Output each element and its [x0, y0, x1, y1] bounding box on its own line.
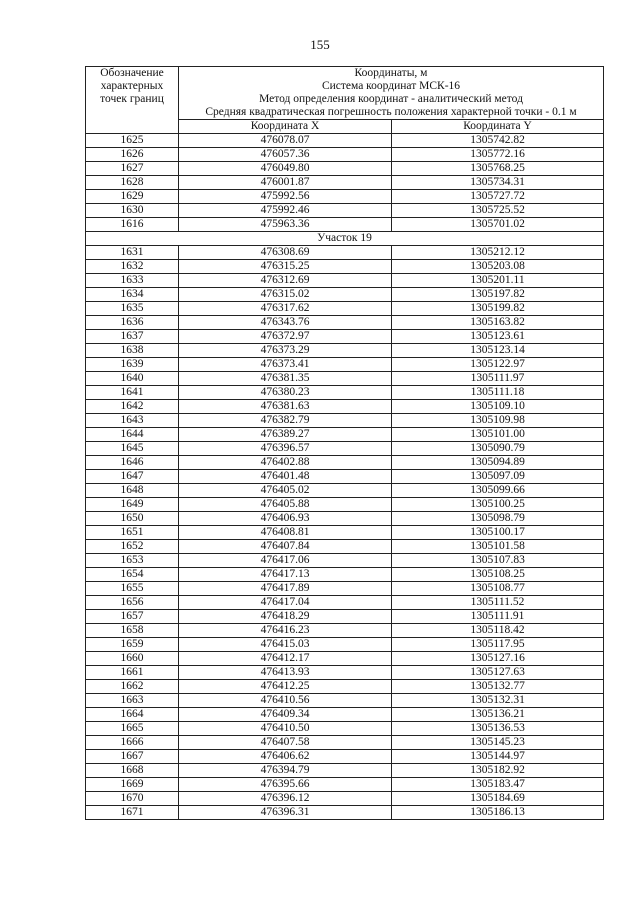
coordinate-y-cell: 1305111.52 — [392, 596, 604, 610]
coordinate-x-cell: 476373.41 — [179, 358, 392, 372]
coordinate-x-cell: 476381.63 — [179, 400, 392, 414]
coordinate-y-cell: 1305101.00 — [392, 428, 604, 442]
point-id-cell: 1667 — [86, 750, 179, 764]
coordinate-x-cell: 476407.58 — [179, 736, 392, 750]
point-id-cell: 1647 — [86, 470, 179, 484]
table-row — [86, 190, 604, 204]
coordinate-x-cell: 476413.93 — [179, 666, 392, 680]
coordinate-x-cell: 476372.97 — [179, 330, 392, 344]
point-id-cell: 1638 — [86, 344, 179, 358]
point-header-line: Обозначение — [100, 67, 164, 79]
point-id-cell: 1628 — [86, 176, 179, 190]
point-id-cell: 1664 — [86, 708, 179, 722]
coordinate-y-cell: 1305122.97 — [392, 358, 604, 372]
coordinate-x-cell: 476412.25 — [179, 680, 392, 694]
coordinate-x-cell: 476405.02 — [179, 484, 392, 498]
table-row — [86, 176, 604, 190]
point-id-cell: 1631 — [86, 246, 179, 260]
coordinate-y-cell: 1305163.82 — [392, 316, 604, 330]
table-row — [86, 414, 604, 428]
coordinates-header — [179, 67, 604, 120]
point-id-cell: 1643 — [86, 414, 179, 428]
coordinate-x-cell: 476396.12 — [179, 792, 392, 806]
point-id-cell: 1640 — [86, 372, 179, 386]
point-id-cell: 1666 — [86, 736, 179, 750]
point-id-cell: 1658 — [86, 624, 179, 638]
table-row — [86, 316, 604, 330]
point-id-cell: 1630 — [86, 204, 179, 218]
coordinate-y-cell: 1305099.66 — [392, 484, 604, 498]
point-id-cell: 1627 — [86, 162, 179, 176]
coordinate-y-cell: 1305136.21 — [392, 708, 604, 722]
point-id-cell: 1644 — [86, 428, 179, 442]
table-row — [86, 288, 604, 302]
point-id-cell: 1616 — [86, 218, 179, 232]
coordinate-x-cell: 476381.35 — [179, 372, 392, 386]
coordinate-x-cell: 476406.93 — [179, 512, 392, 526]
point-id-cell: 1639 — [86, 358, 179, 372]
coordinate-x-cell: 476394.79 — [179, 764, 392, 778]
coordinate-y-cell: 1305090.79 — [392, 442, 604, 456]
coordinate-x-cell: 476315.25 — [179, 260, 392, 274]
coordinate-y-cell: 1305197.82 — [392, 288, 604, 302]
table-row — [86, 330, 604, 344]
table-row — [86, 596, 604, 610]
coordinate-x-cell: 476410.50 — [179, 722, 392, 736]
table-row — [86, 624, 604, 638]
coordinate-x-cell: 476317.62 — [179, 302, 392, 316]
coordinate-x-cell: 476343.76 — [179, 316, 392, 330]
point-id-cell: 1645 — [86, 442, 179, 456]
table-row — [86, 680, 604, 694]
point-id-cell: 1637 — [86, 330, 179, 344]
coordinate-y-cell: 1305118.42 — [392, 624, 604, 638]
coordinate-y-cell: 1305123.14 — [392, 344, 604, 358]
table-row — [86, 806, 604, 820]
table-row — [86, 386, 604, 400]
point-id-cell: 1626 — [86, 148, 179, 162]
coordinate-y-cell: 1305107.83 — [392, 554, 604, 568]
coordinate-y-cell: 1305183.47 — [392, 778, 604, 792]
point-id-cell: 1653 — [86, 554, 179, 568]
coordinate-x-cell: 476417.06 — [179, 554, 392, 568]
point-id-cell: 1669 — [86, 778, 179, 792]
section-row — [86, 232, 604, 246]
coordinate-x-cell: 476417.89 — [179, 582, 392, 596]
table-row — [86, 484, 604, 498]
coordinate-x-cell: 476001.87 — [179, 176, 392, 190]
coordinate-y-cell: 1305132.77 — [392, 680, 604, 694]
coordinate-x-cell: 476380.23 — [179, 386, 392, 400]
coordinate-x-cell: 476396.57 — [179, 442, 392, 456]
table-row — [86, 134, 604, 148]
coordinate-y-cell: 1305127.16 — [392, 652, 604, 666]
point-header-line: характерных — [100, 80, 164, 92]
point-id-cell: 1632 — [86, 260, 179, 274]
table-row — [86, 610, 604, 624]
coordinate-x-cell: 476416.23 — [179, 624, 392, 638]
table-row — [86, 638, 604, 652]
coordinate-x-cell: 476418.29 — [179, 610, 392, 624]
coordinate-x-cell: 476406.62 — [179, 750, 392, 764]
coordinate-x-cell: 476373.29 — [179, 344, 392, 358]
coordinate-y-cell: 1305136.53 — [392, 722, 604, 736]
table-row — [86, 652, 604, 666]
point-id-cell: 1651 — [86, 526, 179, 540]
table-row — [86, 540, 604, 554]
point-header-line: точек границ — [100, 93, 164, 105]
coordinate-y-cell: 1305184.69 — [392, 792, 604, 806]
coordinate-y-cell: 1305123.61 — [392, 330, 604, 344]
point-id-cell: 1668 — [86, 764, 179, 778]
coordinate-x-cell: 476402.88 — [179, 456, 392, 470]
point-column-header — [86, 67, 179, 134]
table-row — [86, 218, 604, 232]
coordinate-y-cell: 1305145.23 — [392, 736, 604, 750]
point-id-cell: 1652 — [86, 540, 179, 554]
coordinate-x-cell: 476308.69 — [179, 246, 392, 260]
table-row — [86, 372, 604, 386]
point-id-cell: 1635 — [86, 302, 179, 316]
coordinate-x-cell: 476409.34 — [179, 708, 392, 722]
point-id-cell: 1629 — [86, 190, 179, 204]
table-row — [86, 568, 604, 582]
coordinate-y-cell: 1305182.92 — [392, 764, 604, 778]
table-row — [86, 778, 604, 792]
point-id-cell: 1660 — [86, 652, 179, 666]
table-row — [86, 442, 604, 456]
point-id-cell: 1654 — [86, 568, 179, 582]
coordinate-y-cell: 1305734.31 — [392, 176, 604, 190]
table-row — [86, 526, 604, 540]
coords-header-line: Метод определения координат - аналитический метод — [259, 93, 523, 105]
coordinate-y-cell: 1305100.25 — [392, 498, 604, 512]
coordinate-y-cell: 1305097.09 — [392, 470, 604, 484]
coordinate-x-cell: 476417.13 — [179, 568, 392, 582]
coordinate-y-cell: 1305742.82 — [392, 134, 604, 148]
table-row — [86, 736, 604, 750]
coordinate-y-cell: 1305144.97 — [392, 750, 604, 764]
coords-header-line: Система координат МСК-16 — [321, 80, 461, 92]
coordinate-x-cell: 476407.84 — [179, 540, 392, 554]
coordinate-y-cell: 1305111.91 — [392, 610, 604, 624]
coordinate-y-cell: 1305725.52 — [392, 204, 604, 218]
coordinate-y-cell: 1305108.77 — [392, 582, 604, 596]
point-id-cell: 1662 — [86, 680, 179, 694]
coordinate-y-cell: 1305100.17 — [392, 526, 604, 540]
coordinate-x-cell: 476401.48 — [179, 470, 392, 484]
y-column-header: Координата Y — [392, 120, 604, 134]
point-id-cell: 1655 — [86, 582, 179, 596]
coordinate-x-cell: 475992.46 — [179, 204, 392, 218]
point-id-cell: 1648 — [86, 484, 179, 498]
section-label: Участок 19 — [86, 232, 604, 246]
table-row — [86, 400, 604, 414]
table-row — [86, 302, 604, 316]
coordinate-y-cell: 1305127.63 — [392, 666, 604, 680]
table-row — [86, 260, 604, 274]
point-id-cell: 1634 — [86, 288, 179, 302]
table-row — [86, 666, 604, 680]
coords-header-line: Средняя квадратическая погрешность положения характерной точки - 0.1 м — [205, 106, 577, 118]
point-id-cell: 1650 — [86, 512, 179, 526]
coordinate-y-cell: 1305109.98 — [392, 414, 604, 428]
coordinate-x-cell: 476412.17 — [179, 652, 392, 666]
point-id-cell: 1670 — [86, 792, 179, 806]
point-id-cell: 1665 — [86, 722, 179, 736]
coordinate-x-cell: 476405.88 — [179, 498, 392, 512]
coordinate-y-cell: 1305111.18 — [392, 386, 604, 400]
coordinate-y-cell: 1305186.13 — [392, 806, 604, 820]
coordinate-y-cell: 1305203.08 — [392, 260, 604, 274]
coordinate-y-cell: 1305108.25 — [392, 568, 604, 582]
point-id-cell: 1657 — [86, 610, 179, 624]
coordinate-x-cell: 476315.02 — [179, 288, 392, 302]
coordinate-y-cell: 1305201.11 — [392, 274, 604, 288]
table-row — [86, 162, 604, 176]
table-row — [86, 344, 604, 358]
table-row — [86, 358, 604, 372]
coordinates-table — [85, 66, 604, 820]
table-row — [86, 764, 604, 778]
point-id-cell: 1633 — [86, 274, 179, 288]
point-id-cell: 1649 — [86, 498, 179, 512]
table-row — [86, 722, 604, 736]
coordinate-x-cell: 476049.80 — [179, 162, 392, 176]
coords-header-line: Координаты, м — [354, 67, 428, 79]
coordinate-x-cell: 475963.36 — [179, 218, 392, 232]
header-row — [86, 67, 604, 120]
coordinate-y-cell: 1305727.72 — [392, 190, 604, 204]
table-row — [86, 512, 604, 526]
x-column-header: Координата X — [179, 120, 392, 134]
point-id-cell: 1659 — [86, 638, 179, 652]
coordinate-y-cell: 1305199.82 — [392, 302, 604, 316]
coordinate-x-cell: 476389.27 — [179, 428, 392, 442]
point-id-cell: 1663 — [86, 694, 179, 708]
coordinate-x-cell: 476312.69 — [179, 274, 392, 288]
table-row — [86, 470, 604, 484]
coordinate-y-cell: 1305111.97 — [392, 372, 604, 386]
page-number: 155 — [310, 37, 330, 52]
point-id-cell: 1661 — [86, 666, 179, 680]
table-row — [86, 148, 604, 162]
table-row — [86, 694, 604, 708]
coordinate-x-cell: 476410.56 — [179, 694, 392, 708]
point-id-cell: 1656 — [86, 596, 179, 610]
coordinate-x-cell: 475992.56 — [179, 190, 392, 204]
point-id-cell: 1625 — [86, 134, 179, 148]
coordinate-y-cell: 1305701.02 — [392, 218, 604, 232]
point-id-cell: 1641 — [86, 386, 179, 400]
table-row — [86, 246, 604, 260]
table-row — [86, 204, 604, 218]
coordinate-y-cell: 1305109.10 — [392, 400, 604, 414]
point-id-cell: 1671 — [86, 806, 179, 820]
coordinate-x-cell: 476396.31 — [179, 806, 392, 820]
coordinate-x-cell: 476382.79 — [179, 414, 392, 428]
table-row — [86, 498, 604, 512]
coordinate-y-cell: 1305098.79 — [392, 512, 604, 526]
coordinate-y-cell: 1305212.12 — [392, 246, 604, 260]
coordinate-x-cell: 476417.04 — [179, 596, 392, 610]
table-row — [86, 582, 604, 596]
coordinate-y-cell: 1305101.58 — [392, 540, 604, 554]
coordinate-y-cell: 1305094.89 — [392, 456, 604, 470]
table-row — [86, 792, 604, 806]
coordinate-x-cell: 476415.03 — [179, 638, 392, 652]
table-row — [86, 554, 604, 568]
table-row — [86, 274, 604, 288]
coordinate-y-cell: 1305772.16 — [392, 148, 604, 162]
coordinate-y-cell: 1305117.95 — [392, 638, 604, 652]
coordinate-x-cell: 476078.07 — [179, 134, 392, 148]
coordinate-x-cell: 476057.36 — [179, 148, 392, 162]
table-row — [86, 428, 604, 442]
point-id-cell: 1642 — [86, 400, 179, 414]
table-row — [86, 750, 604, 764]
point-id-cell: 1646 — [86, 456, 179, 470]
table-row — [86, 456, 604, 470]
coordinate-x-cell: 476408.81 — [179, 526, 392, 540]
point-id-cell: 1636 — [86, 316, 179, 330]
coordinate-y-cell: 1305132.31 — [392, 694, 604, 708]
table-row — [86, 708, 604, 722]
coordinate-x-cell: 476395.66 — [179, 778, 392, 792]
coordinate-y-cell: 1305768.25 — [392, 162, 604, 176]
